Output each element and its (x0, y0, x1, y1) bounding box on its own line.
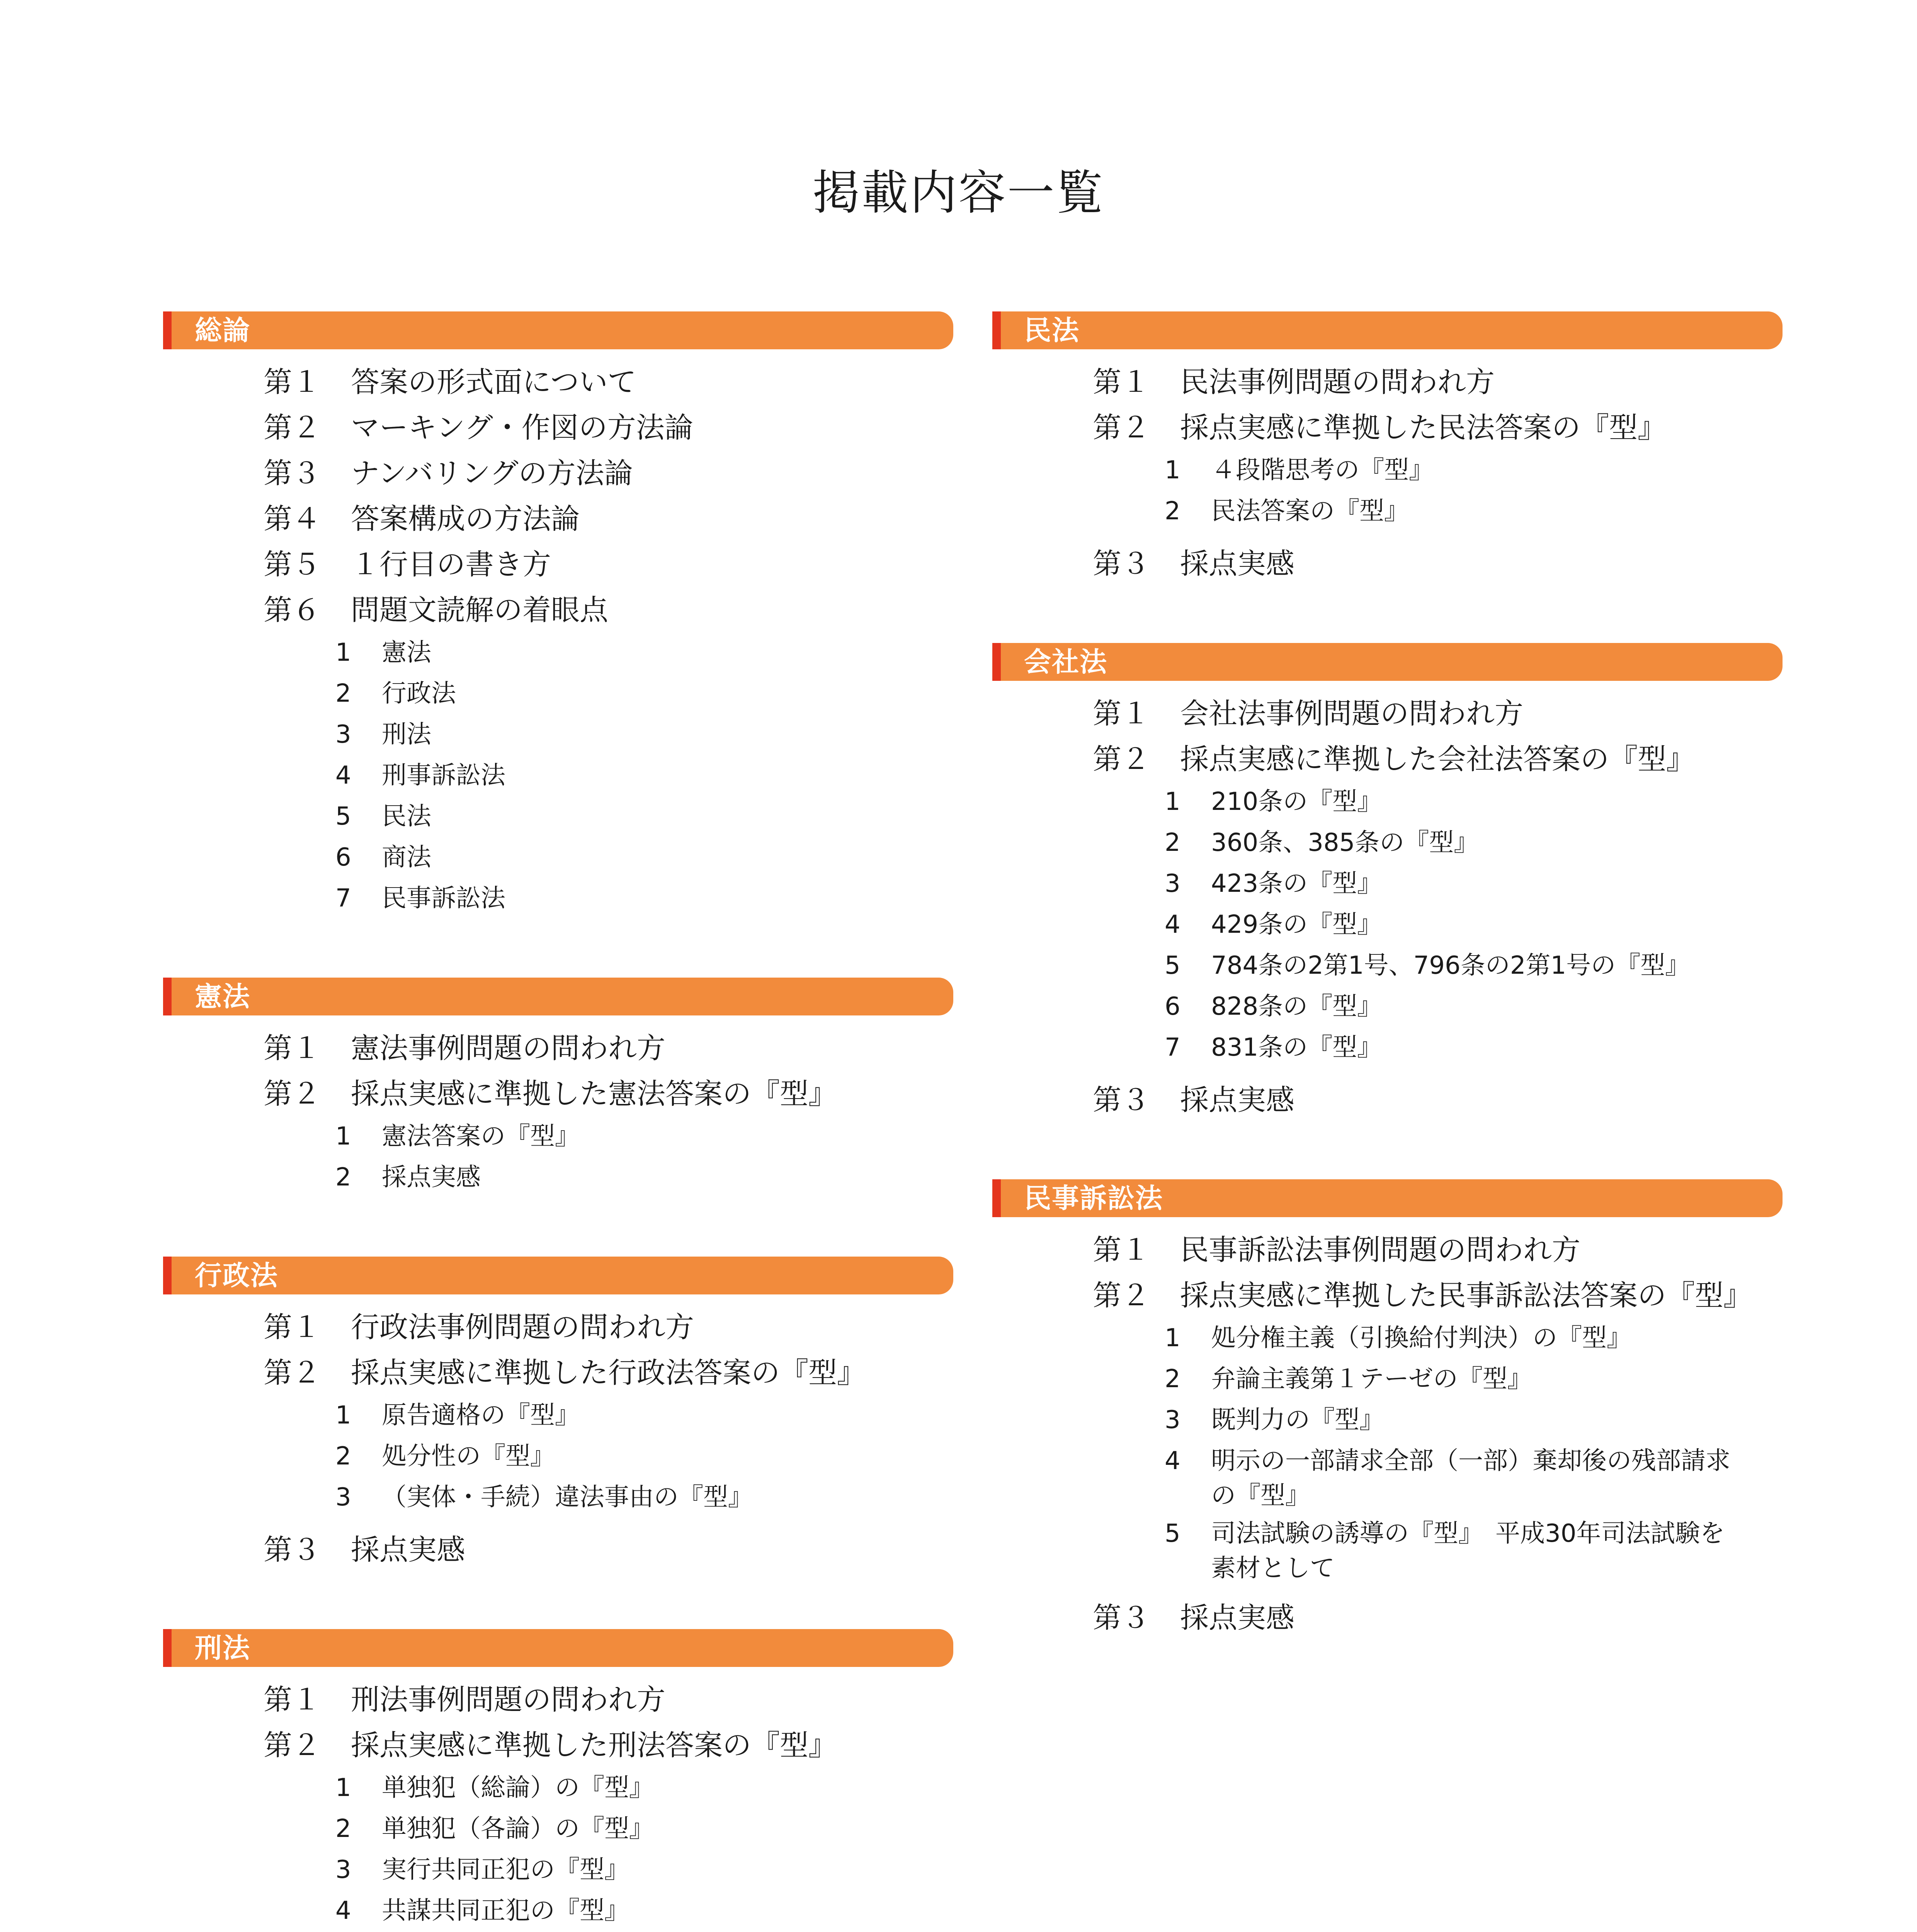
chapter-entry (163, 403, 953, 448)
chapter-entry (992, 539, 1783, 584)
item-entry (992, 450, 1783, 491)
item-entry (163, 878, 953, 919)
item-number: 1 (1165, 787, 1180, 816)
section-header-label: 民事訴訟法 (1024, 1182, 1163, 1214)
chapter-row (163, 1069, 953, 1114)
item-title: 784条の2第1号、796条の2第1号の『型』 (1211, 951, 1690, 980)
chapter-title: 採点実感に準拠した憲法答案の『型』 (351, 1077, 837, 1111)
chapter-number: 第１ (264, 1311, 321, 1344)
item-number: 7 (335, 884, 351, 913)
item-entry (163, 1808, 953, 1849)
chapter-title: 民法事例問題の問われ方 (1180, 366, 1495, 399)
item-list (163, 1767, 953, 1932)
item-entry (992, 945, 1783, 986)
item-title: （実体・手続）違法事由の『型』 (382, 1483, 753, 1512)
page-title: 掲載内容一覧 (812, 165, 1105, 220)
item-number: 5 (1165, 1519, 1180, 1548)
chapter-entry (163, 1675, 953, 1720)
item-title: 憲法答案の『型』 (382, 1122, 580, 1151)
item-list (163, 1116, 953, 1198)
item-title: 429条の『型』 (1211, 910, 1382, 939)
item-number: 1 (335, 1401, 351, 1430)
section-header-accent (992, 643, 1001, 681)
item-number: 4 (1165, 910, 1180, 939)
chapter-title: 民事訴訟法事例問題の問われ方 (1180, 1233, 1580, 1267)
toc-section (163, 1257, 953, 1570)
chapter-number: 第２ (1093, 743, 1150, 776)
item-number: 1 (1165, 456, 1180, 485)
item-entry (163, 1477, 953, 1518)
item-entry (992, 1359, 1783, 1400)
chapter-entry (163, 1525, 953, 1570)
chapter-title: マーキング・作図の方法論 (351, 411, 693, 444)
chapter-entry (163, 357, 953, 403)
item-number: 3 (335, 720, 351, 749)
chapter-row (992, 689, 1783, 734)
item-entry (163, 837, 953, 878)
toc-section (163, 978, 953, 1198)
item-title: 360条、385条の『型』 (1211, 828, 1479, 857)
section-header-bar (163, 978, 953, 1015)
chapter-number: 第５ (264, 548, 321, 581)
chapter-number: 第２ (1093, 411, 1150, 444)
item-number: 7 (1165, 1033, 1180, 1062)
item-entry (992, 904, 1783, 945)
chapter-list (163, 1302, 953, 1570)
section-header-bar (163, 311, 953, 349)
item-number: 2 (335, 679, 351, 708)
chapter-list (163, 357, 953, 919)
item-entry (992, 1318, 1783, 1359)
item-title: 処分性の『型』 (382, 1442, 555, 1471)
chapter-row (992, 1225, 1783, 1270)
chapter-entry (163, 585, 953, 919)
item-title: 刑法 (382, 720, 431, 749)
chapter-entry (163, 539, 953, 585)
chapter-row (992, 403, 1783, 448)
item-number: 6 (335, 843, 351, 872)
item-entry (163, 1436, 953, 1477)
item-number: 3 (1165, 869, 1180, 898)
chapter-entry (163, 1348, 953, 1518)
section-header-accent (992, 311, 1001, 349)
chapter-entry (992, 1075, 1783, 1121)
item-title: ４段階思考の『型』 (1211, 456, 1434, 485)
toc-section (992, 643, 1783, 1121)
chapter-title: 会社法事例問題の問われ方 (1180, 697, 1523, 730)
section-header-label: 総論 (195, 315, 250, 346)
item-entry (992, 1516, 1783, 1586)
item-number: 2 (335, 1442, 351, 1471)
toc-section (992, 311, 1783, 584)
toc-section (163, 311, 953, 919)
section-header-label: 行政法 (195, 1260, 278, 1291)
chapter-number: 第１ (1093, 1233, 1150, 1267)
chapter-entry (992, 689, 1783, 734)
chapter-number: 第２ (264, 1356, 321, 1389)
item-title: 行政法 (382, 679, 456, 708)
section-header-bar (992, 311, 1783, 349)
item-number: 2 (335, 1815, 351, 1843)
chapter-row (163, 585, 953, 631)
item-entry (992, 1400, 1783, 1440)
item-title: 民法答案の『型』 (1211, 497, 1409, 526)
chapter-title: 採点実感 (1180, 547, 1294, 580)
item-entry (992, 863, 1783, 904)
chapter-row (163, 1675, 953, 1720)
item-title: 単独犯（各論）の『型』 (382, 1815, 654, 1843)
item-title: 憲法 (382, 638, 431, 667)
chapter-row (163, 357, 953, 403)
item-entry (163, 714, 953, 755)
item-entry (163, 796, 953, 837)
chapter-title: １行目の書き方 (351, 548, 551, 581)
chapter-title: 答案の形式面について (351, 366, 636, 399)
section-header-accent (163, 1257, 172, 1294)
item-list (992, 450, 1783, 532)
item-title: 423条の『型』 (1211, 869, 1382, 898)
item-number: 2 (1165, 1365, 1180, 1393)
chapter-row (992, 1270, 1783, 1316)
item-title: 商法 (382, 843, 431, 872)
chapter-entry (163, 494, 953, 539)
item-entry (163, 1116, 953, 1157)
item-entry (163, 673, 953, 714)
toc-section (163, 1629, 953, 1932)
chapter-row (992, 539, 1783, 584)
item-title: 明示の一部請求全部（一部）棄却後の残部請求の『型』 (1211, 1447, 1730, 1510)
item-title: 既判力の『型』 (1211, 1406, 1384, 1434)
chapter-number: 第３ (264, 1533, 321, 1566)
chapter-title: 採点実感 (351, 1533, 465, 1566)
item-entry (163, 1849, 953, 1890)
item-title: 刑事訴訟法 (382, 761, 505, 790)
item-number: 1 (1165, 1324, 1180, 1352)
section-header-accent (163, 311, 172, 349)
item-number: 3 (335, 1855, 351, 1884)
chapter-title: 採点実感 (1180, 1083, 1294, 1117)
item-title: 処分権主義（引換給付判決）の『型』 (1211, 1324, 1631, 1352)
section-header-bar (163, 1629, 953, 1667)
chapter-entry (163, 1069, 953, 1198)
item-number: 1 (335, 1774, 351, 1802)
item-title: 民事訴訟法 (382, 884, 505, 913)
chapter-row (992, 1593, 1783, 1638)
chapter-list (992, 1225, 1783, 1638)
chapter-row (163, 1525, 953, 1570)
item-number: 2 (335, 1163, 351, 1192)
chapter-row (163, 1720, 953, 1766)
item-entry (163, 1157, 953, 1198)
chapter-entry (992, 1270, 1783, 1586)
item-title: 831条の『型』 (1211, 1033, 1382, 1062)
chapter-row (163, 403, 953, 448)
item-entry (992, 986, 1783, 1027)
item-title: 828条の『型』 (1211, 992, 1382, 1021)
chapter-list (992, 689, 1783, 1121)
item-title: 原告適格の『型』 (382, 1401, 580, 1430)
chapter-title: 刑法事例問題の問われ方 (351, 1683, 665, 1716)
item-title: 実行共同正犯の『型』 (382, 1855, 629, 1884)
chapter-number: 第３ (264, 457, 321, 490)
chapter-title: 採点実感 (1180, 1601, 1294, 1634)
item-list (992, 1318, 1783, 1586)
chapter-list (163, 1675, 953, 1932)
item-number: 3 (335, 1483, 351, 1512)
item-entry (992, 1027, 1783, 1068)
item-list (163, 1395, 953, 1518)
item-number: 4 (1165, 1447, 1180, 1475)
chapter-number: 第２ (264, 411, 321, 444)
item-entry (992, 822, 1783, 863)
chapter-title: 採点実感に準拠した会社法答案の『型』 (1180, 743, 1695, 776)
chapter-row (163, 1023, 953, 1069)
section-header-bar (992, 1179, 1783, 1217)
right-column (992, 311, 1783, 1697)
chapter-entry (992, 1225, 1783, 1270)
item-title: 単独犯（総論）の『型』 (382, 1774, 654, 1802)
chapter-number: 第２ (1093, 1279, 1150, 1312)
chapter-title: 行政法事例問題の問われ方 (351, 1311, 694, 1344)
item-number: 3 (1165, 1406, 1180, 1434)
item-list (992, 781, 1783, 1068)
section-header-label: 刑法 (195, 1632, 250, 1664)
chapter-number: 第１ (264, 366, 321, 399)
section-header-label: 民法 (1024, 315, 1080, 346)
item-list (163, 632, 953, 919)
chapter-entry (163, 1023, 953, 1069)
chapter-entry (992, 1593, 1783, 1638)
item-entry (163, 1395, 953, 1436)
chapter-row (992, 357, 1783, 403)
chapter-entry (992, 357, 1783, 403)
chapter-row (163, 1302, 953, 1348)
item-entry (163, 1767, 953, 1808)
chapter-title: 採点実感に準拠した民事訴訟法答案の『型』 (1180, 1279, 1752, 1312)
chapter-entry (163, 1720, 953, 1932)
section-header-label: 憲法 (195, 981, 250, 1012)
chapter-list (163, 1023, 953, 1198)
item-title: 民法 (382, 802, 431, 831)
chapter-number: 第３ (1093, 547, 1150, 580)
chapter-entry (992, 403, 1783, 532)
section-header-accent (992, 1179, 1001, 1217)
chapter-number: 第３ (1093, 1083, 1150, 1117)
chapter-number: 第１ (264, 1032, 321, 1065)
item-number: 2 (1165, 497, 1180, 526)
chapter-row (163, 448, 953, 494)
chapter-entry (163, 448, 953, 494)
toc-section (992, 1179, 1783, 1638)
chapter-row (992, 734, 1783, 780)
item-number: 1 (335, 1122, 351, 1151)
section-header-accent (163, 1629, 172, 1667)
chapter-title: ナンバリングの方法論 (351, 457, 633, 490)
chapter-row (163, 539, 953, 585)
chapter-number: 第２ (264, 1729, 321, 1762)
chapter-title: 採点実感に準拠した行政法答案の『型』 (351, 1356, 866, 1389)
item-entry (163, 755, 953, 796)
item-title: 210条の『型』 (1211, 787, 1382, 816)
chapter-number: 第４ (264, 502, 321, 536)
chapter-number: 第１ (264, 1683, 321, 1716)
chapter-number: 第３ (1093, 1601, 1150, 1634)
section-header-label: 会社法 (1024, 646, 1107, 678)
item-number: 5 (1165, 951, 1180, 980)
chapter-title: 憲法事例問題の問われ方 (351, 1032, 665, 1065)
section-header-bar (992, 643, 1783, 681)
item-title: 採点実感 (382, 1163, 481, 1192)
chapter-list (992, 357, 1783, 584)
item-entry (992, 781, 1783, 822)
chapter-title: 答案構成の方法論 (351, 502, 580, 536)
item-title: 共謀共同正犯の『型』 (382, 1896, 629, 1925)
item-number: 6 (1165, 992, 1180, 1021)
item-title: 司法試験の誘導の『型』 平成30年司法試験を素材として (1211, 1519, 1725, 1583)
chapter-number: 第２ (264, 1077, 321, 1111)
item-number: 2 (1165, 828, 1180, 857)
item-number: 5 (335, 802, 351, 831)
section-header-accent (163, 978, 172, 1015)
chapter-row (992, 1075, 1783, 1121)
item-number: 1 (335, 638, 351, 667)
chapter-row (163, 494, 953, 539)
chapter-title: 採点実感に準拠した刑法答案の『型』 (351, 1729, 837, 1762)
item-title: 弁論主義第１テーゼの『型』 (1211, 1365, 1532, 1393)
item-entry (992, 491, 1783, 532)
chapter-entry (992, 734, 1783, 1068)
chapter-number: 第１ (1093, 697, 1150, 730)
chapter-title: 採点実感に準拠した民法答案の『型』 (1180, 411, 1666, 444)
chapter-number: 第６ (264, 594, 321, 627)
item-number: 4 (335, 761, 351, 790)
item-number: 4 (335, 1896, 351, 1925)
chapter-title: 問題文読解の着眼点 (351, 594, 608, 627)
item-entry (992, 1444, 1783, 1513)
chapter-row (163, 1348, 953, 1393)
section-header-bar (163, 1257, 953, 1294)
chapter-number: 第１ (1093, 366, 1150, 399)
item-entry (163, 1890, 953, 1931)
item-entry (163, 632, 953, 673)
left-column (163, 311, 953, 1932)
chapter-entry (163, 1302, 953, 1348)
